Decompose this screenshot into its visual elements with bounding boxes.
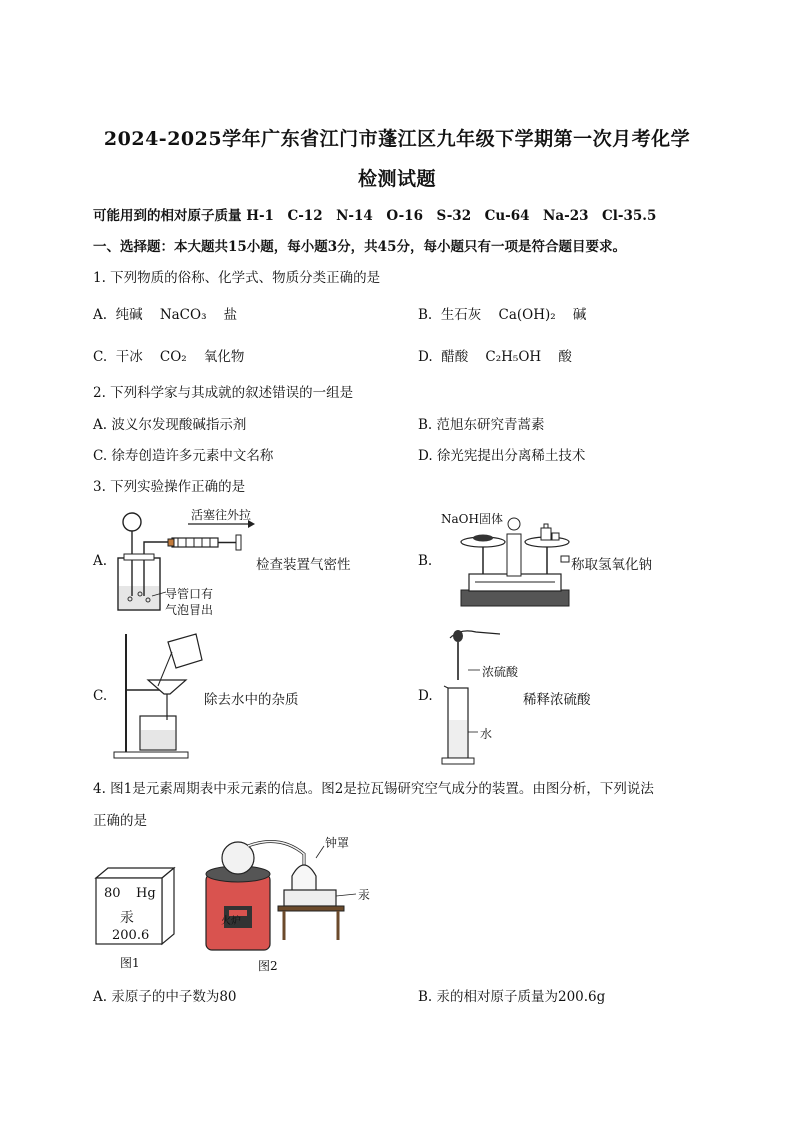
q1-option-d: D. 醋酸 C₂H₅OH 酸 bbox=[418, 349, 572, 365]
exam-title-line1: 2024-2025学年广东省江门市蓬江区九年级下学期第一次月考化学 bbox=[103, 128, 691, 150]
section-heading: 一、选择题：本大题共15小题，每小题3分，共45分，每小题只有一项是符合题目要求。 bbox=[93, 239, 626, 255]
q1-option-a: A. 纯碱 NaCO₃ 盐 bbox=[93, 307, 238, 323]
q3-b-caption: 称取氢氧化钠 bbox=[571, 557, 652, 573]
atomic-masses: 可能用到的相对原子质量 H-1 C-12 N-14 O-16 S-32 Cu-64 Na-23 Cl-35.5 bbox=[93, 208, 657, 224]
q1-stem: 1. 下列物质的俗称、化学式、物质分类正确的是 bbox=[93, 270, 381, 286]
fig2-caption: 图2 bbox=[258, 959, 278, 973]
q2-option-a: A. 波义尔发现酸碱指示剂 bbox=[93, 417, 247, 433]
filtration-figure bbox=[110, 630, 210, 762]
fig2-label-bell-jar: 钟罩 bbox=[325, 836, 350, 850]
exam-title-line2: 检测试题 bbox=[357, 168, 436, 190]
fig1-symbol: Hg bbox=[136, 886, 156, 901]
fig1-caption: 图1 bbox=[120, 956, 140, 970]
q3-option-b-label: B. bbox=[418, 553, 433, 569]
q2-option-b: B. 范旭东研究青蒿素 bbox=[418, 417, 545, 433]
q3-a-note-piston: 活塞往外拉 bbox=[191, 508, 252, 522]
fig2-label-mercury: 汞 bbox=[358, 888, 371, 902]
q3-stem: 3. 下列实验操作正确的是 bbox=[93, 479, 246, 495]
q3-option-a-label: A. bbox=[93, 553, 108, 569]
q3-a-note-bubbles-2: 气泡冒出 bbox=[165, 603, 214, 617]
q3-option-d-label: D. bbox=[418, 688, 433, 704]
q1-option-c: C. 干冰 CO₂ 氧化物 bbox=[93, 349, 245, 365]
fig1-atomic-mass: 200.6 bbox=[112, 928, 150, 943]
q2-stem: 2. 下列科学家与其成就的叙述错误的一组是 bbox=[93, 385, 354, 401]
q3-b-note-naoh: NaOH固体 bbox=[441, 512, 503, 526]
q3-a-caption: 检查装置气密性 bbox=[256, 557, 351, 573]
balance-figure bbox=[455, 512, 577, 612]
q4-option-b: B. 汞的相对原子质量为200.6g bbox=[418, 989, 606, 1005]
dilution-figure bbox=[440, 624, 510, 768]
fig2-label-furnace: 火炉 bbox=[221, 916, 241, 927]
q2-option-c: C. 徐寿创造许多元素中文名称 bbox=[93, 448, 274, 464]
q4-stem-line1: 4. 图1是元素周期表中汞元素的信息。图2是拉瓦锡研究空气成分的装置。由图分析，下列说法 bbox=[93, 781, 654, 797]
q1-option-b: B. 生石灰 Ca(OH)₂ 碱 bbox=[418, 307, 587, 323]
q3-a-note-bubbles-1: 导管口有 bbox=[165, 587, 214, 601]
q2-option-d: D. 徐光宪提出分离稀土技术 bbox=[418, 448, 586, 464]
q3-d-caption: 稀释浓硫酸 bbox=[523, 692, 591, 708]
fig1-atomic-number: 80 bbox=[104, 886, 121, 901]
q3-d-note-acid: 浓硫酸 bbox=[482, 665, 519, 679]
fig1-element-name: 汞 bbox=[120, 910, 134, 926]
q3-option-c-label: C. bbox=[93, 688, 108, 704]
q3-c-caption: 除去水中的杂质 bbox=[204, 692, 299, 708]
q4-option-a: A. 汞原子的中子数为80 bbox=[93, 989, 237, 1005]
q3-d-note-water: 水 bbox=[480, 727, 493, 741]
q4-stem-line2: 正确的是 bbox=[93, 813, 147, 829]
